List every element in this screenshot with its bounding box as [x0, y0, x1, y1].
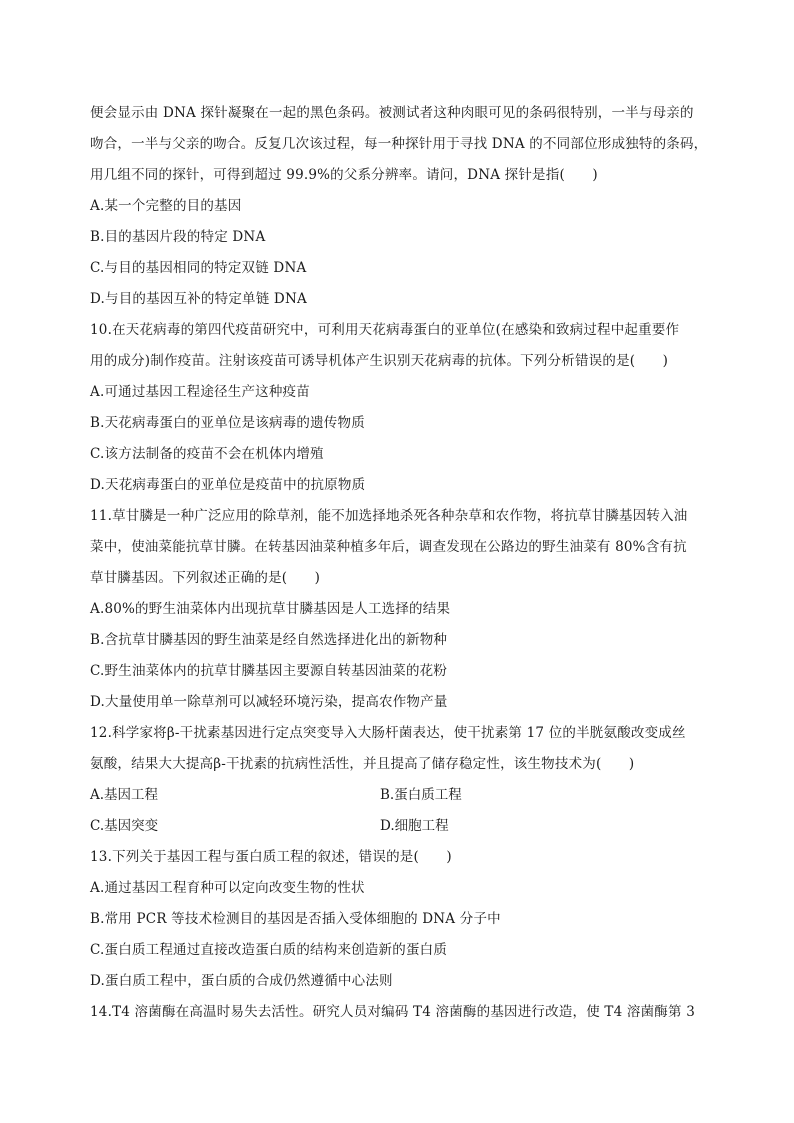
option-b: B.含抗草甘膦基因的野生油菜是经自然选择进化出的新物种 [90, 632, 448, 648]
question-stem-line: 14.T4 溶菌酶在高温时易失去活性。研究人员对编码 T4 溶菌酶的基因进行改造，使 T4 溶菌酶第 3 [90, 1004, 695, 1020]
question-stem-line: 氨酸，结果大大提高β-干扰素的抗病性活性，并且提高了储存稳定性，该生物技术为( ) [90, 756, 635, 772]
option-a: A.可通过基因工程途径生产这种疫苗 [90, 384, 310, 400]
option-b: B.常用 PCR 等技术检测目的基因是否插入受体细胞的 DNA 分子中 [90, 911, 501, 927]
option-c: C.基因突变 [90, 818, 159, 834]
question-stem-line: 13.下列关于基因工程与蛋白质工程的叙述，错误的是( ) [90, 849, 452, 865]
question-stem-line: 用的成分)制作疫苗。注射该疫苗可诱导机体产生识别天花病毒的抗体。下列分析错误的是( ) [90, 353, 669, 369]
option-c: C.与目的基因相同的特定双链 DNA [90, 260, 307, 276]
option-a: A.80%的野生油菜体内出现抗草甘膦基因是人工选择的结果 [90, 601, 451, 617]
option-b: B.目的基因片段的特定 DNA [90, 229, 266, 245]
option-a: A.通过基因工程育种可以定向改变生物的性状 [90, 880, 365, 896]
question-stem-line: 用几组不同的探针，可得到超过 99.9%的父系分辨率。请问，DNA 探针是指( ) [90, 167, 598, 183]
question-10 [90, 315, 730, 501]
question-list [90, 98, 730, 1028]
question-stem-line: 12.科学家将β-干扰素基因进行定点突变导入大肠杆菌表达，使干扰素第 17 位的半胱氨酸改变成丝 [90, 725, 686, 741]
option-d: D.与目的基因互补的特定单链 DNA [90, 291, 307, 307]
option-c: C.蛋白质工程通过直接改造蛋白质的结构来创造新的蛋白质 [90, 942, 448, 958]
question-stem-line: 10.在天花病毒的第四代疫苗研究中，可利用天花病毒蛋白的亚单位(在感染和致病过程中起重要作 [90, 322, 680, 338]
question-stem-line: 吻合，一半与父亲的吻合。反复几次该过程，每一种探针用于寻找 DNA 的不同部位形成独特的条码， [90, 136, 708, 152]
option-a: A.某一个完整的目的基因 [90, 198, 242, 214]
option-d: D.细胞工程 [380, 818, 449, 834]
option-c: C.野生油菜体内的抗草甘膦基因主要源自转基因油菜的花粉 [90, 663, 448, 679]
option-a: A.基因工程 [90, 787, 159, 803]
option-b: B.天花病毒蛋白的亚单位是该病毒的遗传物质 [90, 415, 365, 431]
question-13 [90, 842, 730, 997]
option-d: D.大量使用单一除草剂可以减轻环境污染，提高农作物产量 [90, 694, 448, 710]
option-row [90, 811, 730, 842]
option-c: C.该方法制备的疫苗不会在机体内增殖 [90, 446, 324, 462]
question-stem-line: 便会显示由 DNA 探针凝聚在一起的黑色条码。被测试者这种肉眼可见的条码很特别，一半与母亲的 [90, 105, 694, 121]
question-stem-line: 菜中，使油菜能抗草甘膦。在转基因油菜种植多年后，调查发现在公路边的野生油菜有 80%含有抗 [90, 539, 687, 555]
question-12 [90, 718, 730, 842]
option-row [90, 780, 730, 811]
question-stem-line: 11.草甘膦是一种广泛应用的除草剂，能不加选择地杀死各种杂草和农作物，将抗草甘膦基因转入油 [90, 508, 688, 524]
question-9 [90, 98, 730, 315]
question-11 [90, 501, 730, 718]
question-14 [90, 997, 730, 1028]
option-b: B.蛋白质工程 [380, 787, 462, 803]
option-d: D.天花病毒蛋白的亚单位是疫苗中的抗原物质 [90, 477, 366, 493]
question-stem-line: 草甘膦基因。下列叙述正确的是( ) [90, 570, 321, 586]
option-d: D.蛋白质工程中，蛋白质的合成仍然遵循中心法则 [90, 973, 393, 989]
